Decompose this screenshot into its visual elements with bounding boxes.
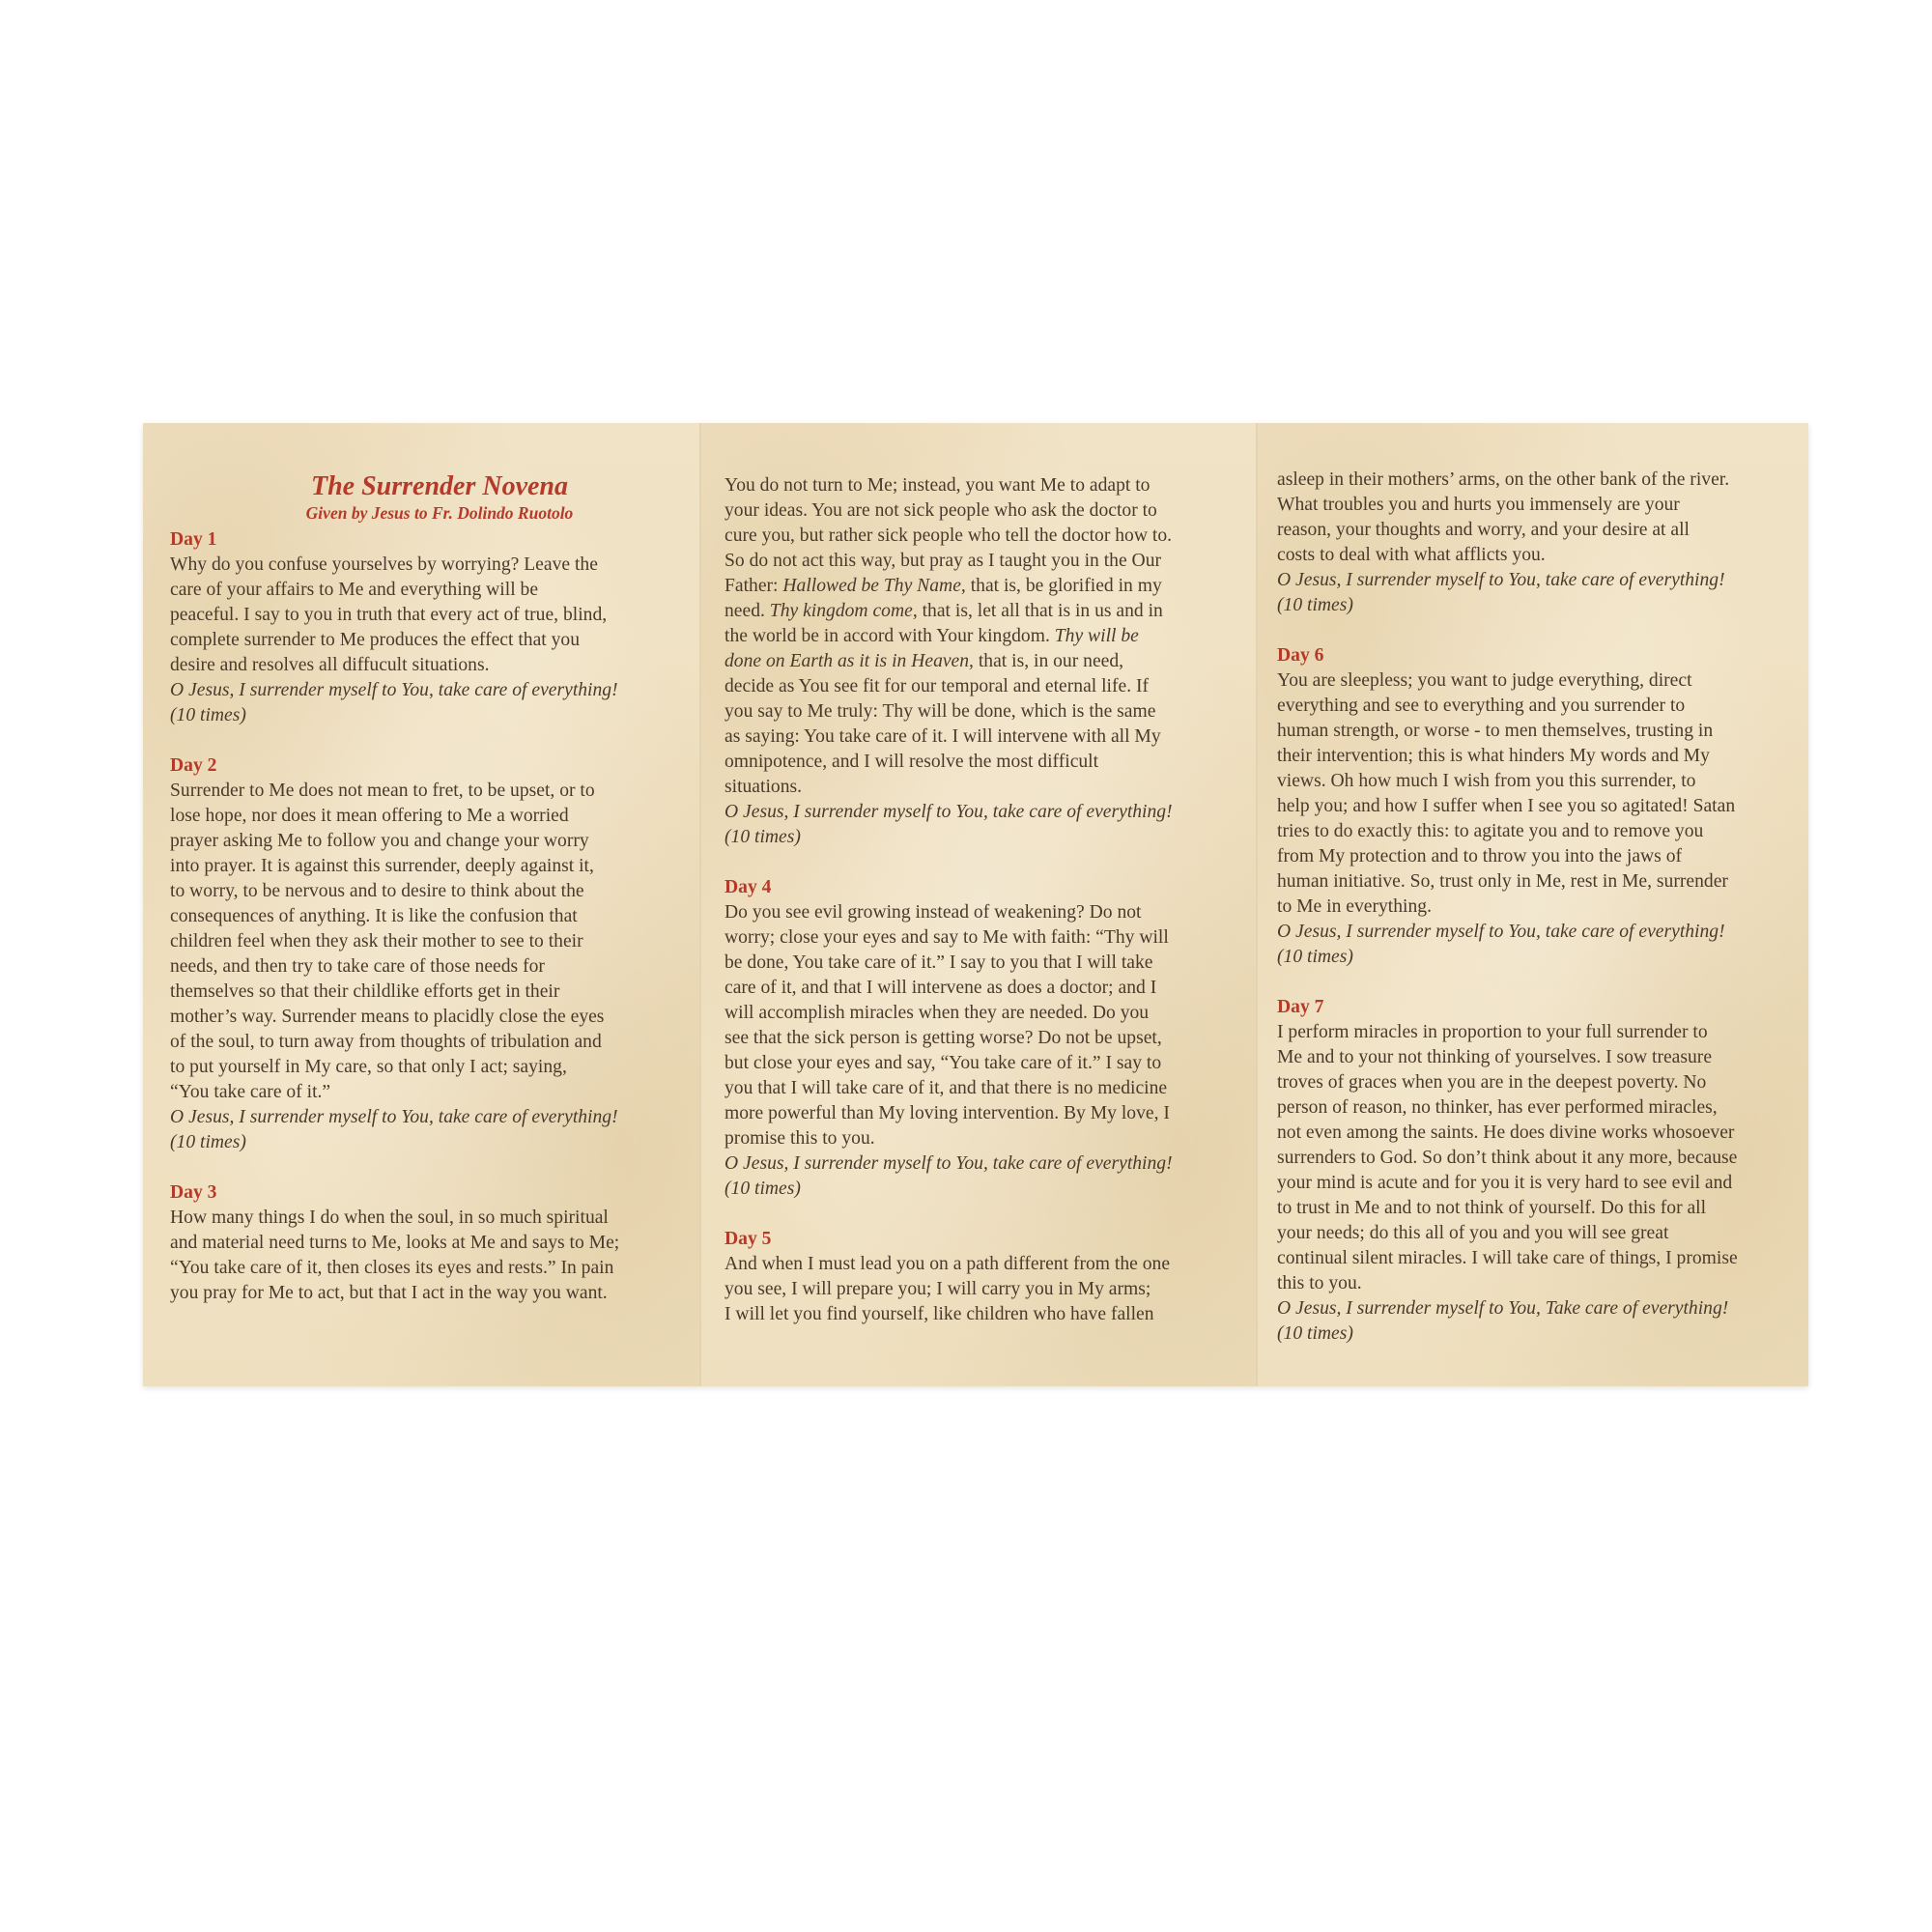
- page-title: The Surrender Novena: [310, 471, 568, 501]
- page-subtitle: Given by Jesus to Fr. Dolindo Ruotolo: [305, 503, 574, 523]
- kingdom-phrase: Thy kingdom come: [769, 601, 913, 621]
- day-3-cont-1: You do not turn to Me; instead, you want Me to adapt to your ideas. You are not sick people who ask the doctor to cure you, but rather sick people who tell the doctor how to. So do not act this way, but pray as I taught you in the Our Father:: [724, 475, 1173, 596]
- day-2-prayer: O Jesus, I surrender myself to You, take care of everything! (10 times): [170, 1107, 618, 1152]
- day-4-text: Do you see evil growing instead of weakening? Do not worry; close your eyes and say to Me with faith: “Thy will be done, You take care of it.” I say to you that I will take care of it, and that I will intervene as does a doctor; and I will accomplish miracles when they are needed. Do you see that the sick person is getting worse? Do not be upset, but close your eyes and say, “You take care of it.” I say to you that I will take care of it, and that there is no medicine more powerful than My loving intervention. By My love, I promise this to you.: [724, 902, 1170, 1149]
- day-5-heading: Day 5: [724, 1229, 772, 1249]
- day-3-cont-4: that is, in our need, decide as You see fit for our temporal and eternal life. If you say to Me truly: Thy will be done, which is the same as saying: You take care of it. I will intervene with all My omnipotence, and I will resolve the most difficult situations.: [724, 651, 1161, 797]
- day-1-text: Why do you confuse yourselves by worrying? Leave the care of your affairs to Me and everything will be peaceful. I say to you in truth that every act of true, blind, complete surrender to Me produces the effect that you desire and resolves all diffucult situations.: [170, 554, 608, 675]
- day-1-prayer: O Jesus, I surrender myself to You, take care of everything! (10 times): [170, 680, 618, 725]
- day-7-prayer: O Jesus, I surrender myself to You, Take care of everything! (10 times): [1277, 1298, 1729, 1344]
- day-2-text: Surrender to Me does not mean to fret, to be upset, or to lose hope, nor does it mean offering to Me a worried prayer asking Me to follow you and change your worry into prayer. It is against this surrender, deeply against it, to worry, to be nervous and to desire to think about the consequences of anything. It is like the confusion that children feel when they ask their mother to see to their needs, and then try to take care of those needs for themselves so that their childlike efforts get in their mother’s way. Surrender means to placidly close the eyes of the soul, to turn away from thoughts of tribulation and to put yourself in My care, so that only I act; saying, “You take care of it.”: [170, 781, 605, 1102]
- day-3-text-continued: [724, 473, 1229, 800]
- day-7-text: I perform miracles in proportion to your full surrender to Me and to your not thinking of yourselves. I sow treasure troves of graces when you are in the deepest poverty. No person of reason, no thinker, has ever performed miracles, not even among the saints. He does divine works whosoever surrenders to God. So don’t think about it any more, because your mind is acute and for you it is very hard to see evil and to trust in Me and to not think of yourself. Do this for all your needs; do this all of you and you will see great continual silent miracles. I will take care of things, I promise this to you.: [1277, 1022, 1738, 1293]
- day-4-prayer: O Jesus, I surrender myself to You, take care of everything! (10 times): [724, 1153, 1173, 1199]
- panel-middle: [699, 423, 1256, 1386]
- day-3-cont-2: , that is, be glorified in my need.: [724, 576, 1162, 621]
- panel-left: [143, 423, 699, 1386]
- day-4-heading: Day 4: [724, 877, 772, 897]
- day-3-text: How many things I do when the soul, in so much spiritual and material need turns to Me, looks at Me and says to Me; “You take care of it, then closes its eyes and rests.” In pain you pray for Me to act, but that I act in the way you want.: [170, 1208, 620, 1303]
- day-6-prayer: O Jesus, I surrender myself to You, take care of everything! (10 times): [1277, 922, 1725, 967]
- day-6-heading: Day 6: [1277, 645, 1324, 666]
- novena-card: [143, 423, 1808, 1386]
- day-5-prayer: O Jesus, I surrender myself to You, take care of everything! (10 times): [1277, 570, 1725, 615]
- panel-right: [1256, 423, 1808, 1386]
- day-3-prayer: O Jesus, I surrender myself to You, take care of everything! (10 times): [724, 802, 1173, 847]
- day-5-text: And when I must lead you on a path different from the one you see, I will prepare you; I will carry you in My arms; I will let you find yourself, like children who have fallen: [724, 1254, 1171, 1324]
- day-1-heading: Day 1: [170, 529, 217, 550]
- day-3-heading: Day 3: [170, 1182, 217, 1203]
- hallowed-phrase: Hallowed be Thy Name: [782, 576, 961, 596]
- day-6-text: You are sleepless; you want to judge everything, direct everything and see to everything and you surrender to human strength, or worse - to men themselves, trusting in their intervention; this is what hinders My words and My views. Oh how much I wish from you this surrender, to help you; and how I suffer when I see you so agitated! Satan tries to do exactly this: to agitate you and to remove you from My protection and to throw you into the jaws of human initiative. So, trust only in Me, rest in Me, surrender to Me in everything.: [1277, 670, 1736, 917]
- will-phrase: Thy will be done on Earth as it is in Heaven,: [724, 626, 1139, 671]
- day-5-text-continued: asleep in their mothers’ arms, on the other bank of the river. What troubles you and hurts you immensely are your reason, your thoughts and worry, and your desire at all costs to deal with what afflicts you.: [1277, 469, 1730, 565]
- day-2-heading: Day 2: [170, 755, 217, 776]
- day-3-cont-3: , that is, let all that is in us and in the world be in accord with Your kingdom.: [724, 601, 1163, 646]
- day-7-heading: Day 7: [1277, 997, 1324, 1017]
